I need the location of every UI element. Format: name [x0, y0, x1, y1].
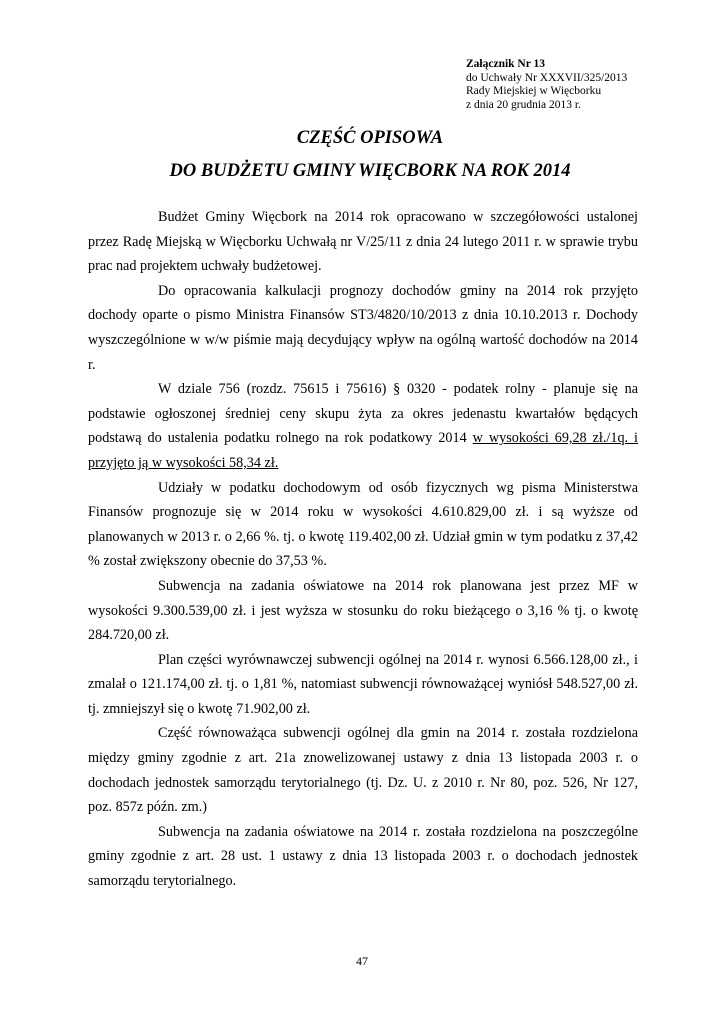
paragraph-equalization-subsidy: Plan części wyrównawczej subwencji ogólnej na 2014 r. wynosi 6.566.128,00 zł., i zmalał o 121.174,00 zł. tj. o 1,81 %, natomiast subwencji równoważącej wyniósł 548.527,00 zł. tj. zmniejszył się o kwotę 71.902,00 zł. [88, 651, 638, 717]
paragraph-budget-basis: Budżet Gminy Więcbork na 2014 rok opracowano w szczegółowości ustalonej przez Radę Miejską w Więcborku Uchwałą nr V/25/11 z dnia 24 lutego 2011 r. w sprawie trybu prac nad projektem uchwały budżetowej. [88, 209, 638, 275]
annex-resolution: do Uchwały Nr XXXVII/325/2013 [466, 71, 628, 84]
annex-date: z dnia 20 grudnia 2013 r. [466, 98, 581, 111]
annex-number: Załącznik Nr 13 [466, 58, 546, 70]
document-body [88, 205, 638, 894]
paragraph-income-tax-share: Udziały w podatku dochodowym od osób fizycznych wg pisma Ministerstwa Finansów prognozuje się w 2014 roku w wysokości 4.610.829,00 zł. i są wyższe od planowanych w 2013 r. o 2,66 %. tj. o kwotę 119.402,00 zł. Udział gmin w tym podatku z 37,42 % został zwiększony obecnie do 37,53 %. [88, 479, 638, 570]
paragraph-education-distribution: Subwencja na zadania oświatowe na 2014 r. została rozdzielona na poszczególne gminy zgodnie z art. 28 ust. 1 ustawy z dnia 13 listopada 2003 r. o dochodach jednostek samorządu terytorialnego. [88, 823, 638, 890]
title-line-2: DO BUDŻETU GMINY WIĘCBORK NA ROK 2014 [169, 161, 571, 181]
annex-council: Rady Miejskiej w Więcborku [466, 85, 602, 98]
agricultural-tax-underlined: w wysokości 69,28 zł./1q. i przyjęto ją w wysokości 58,34 zł. [88, 430, 638, 471]
annex-header [466, 58, 706, 112]
agricultural-tax-text: W dziale 756 (rozdz. 75615 i 75616) § 0320 - podatek rolny - planuje się na podstawie ogłoszonej średniej ceny skupu żyta za okres jedenastu kwartałów będących podstawą do ustalenia podatku rolnego na rok podatkowy 2014 [88, 381, 638, 447]
paragraph-education-subsidy: Subwencja na zadania oświatowe na 2014 rok planowana jest przez MF w wysokości 9.300.539,00 zł. i jest wyższa w stosunku do roku bieżącego o 3,16 % tj. o kwotę 284.720,00 zł. [88, 577, 638, 644]
paragraph-balancing-subsidy: Część równoważąca subwencji ogólnej dla gmin na 2014 r. została rozdzielona między gminy zgodnie z art. 21a znowelizowanej ustawy z dnia 13 listopada 2003 r. o dochodach jednostek samorządu terytorialnego (tj. Dz. U. z 2010 r. Nr 80, poz. 526, Nr 127, poz. 857z późn. zm.) [88, 725, 638, 816]
page-number: 47 [356, 954, 368, 968]
paragraph-income-forecast: Do opracowania kalkulacji prognozy dochodów gminy na 2014 rok przyjęto dochody oparte o pismo Ministra Finansów ST3/4820/10/2013 z dnia 10.10.2013 r. Dochody wyszczególnione w w/w piśmie mają decydujący wpływ na ogólną wartość dochodów na 2014 r. [88, 282, 638, 373]
title-line-1: CZĘŚĆ OPISOWA [296, 128, 444, 148]
paragraph-agricultural-tax [88, 377, 638, 475]
